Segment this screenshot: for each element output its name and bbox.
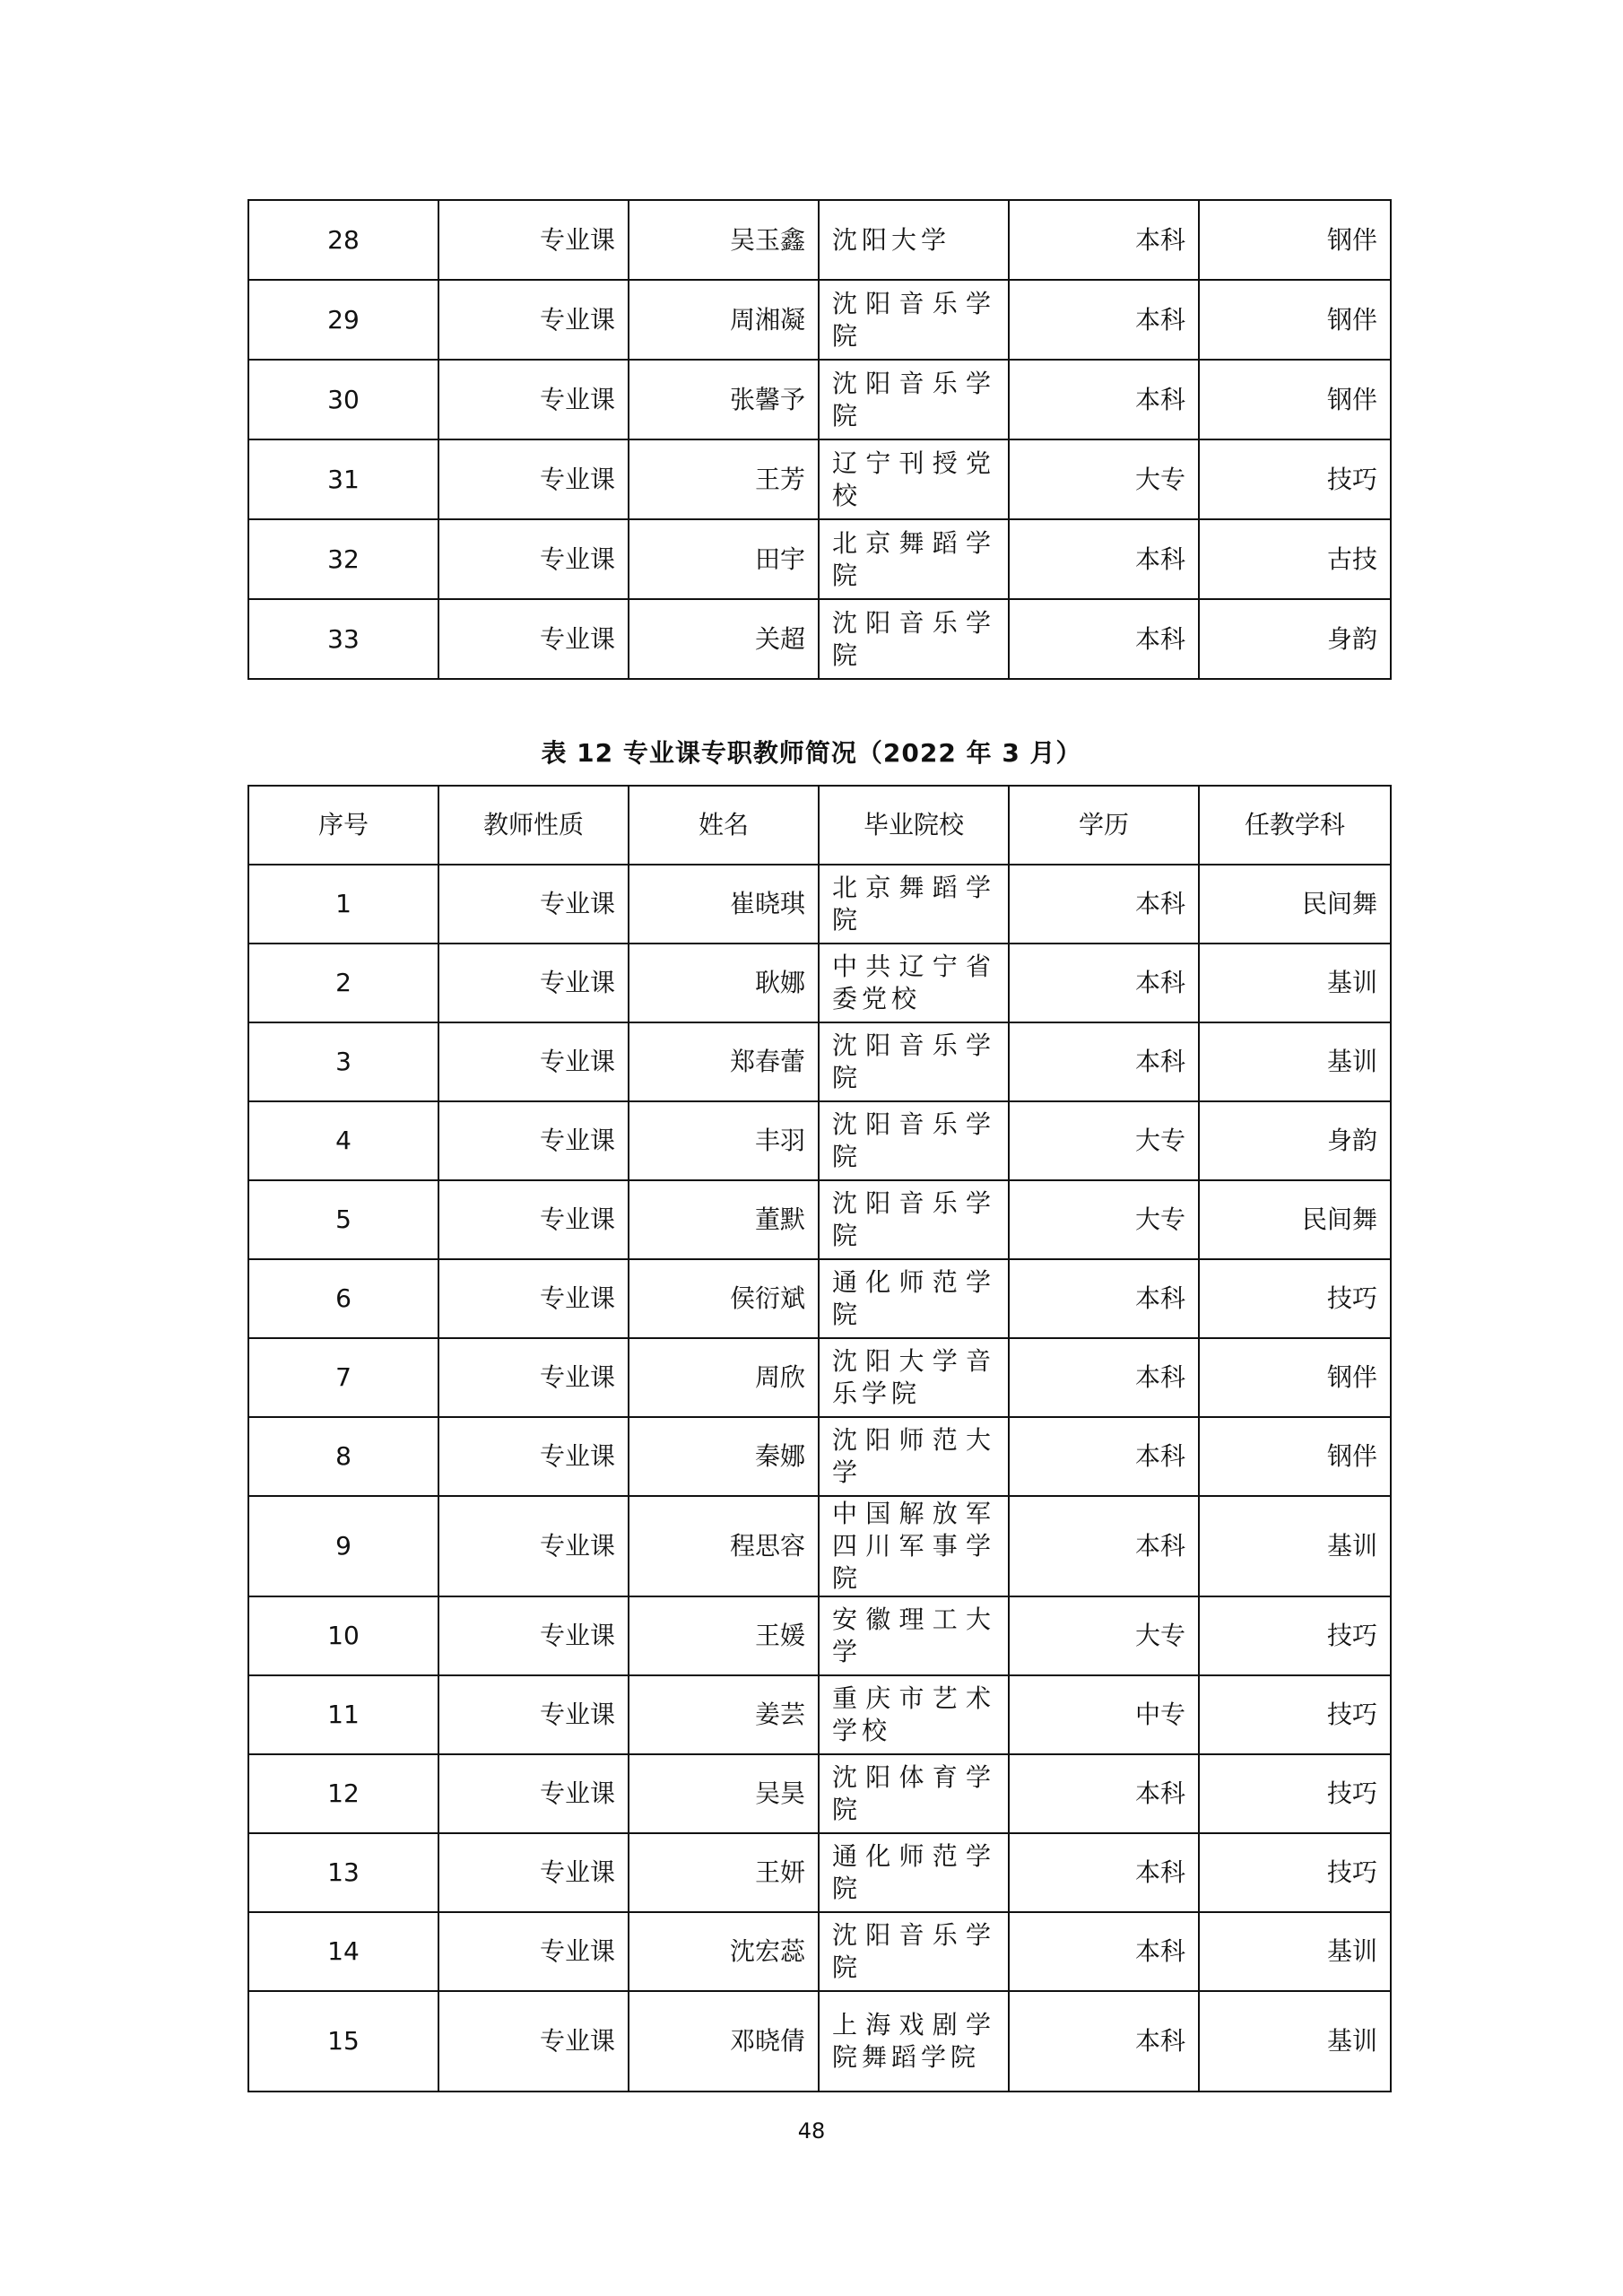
cell-seq: 7	[248, 1338, 438, 1417]
cell-type: 专业课	[438, 1833, 629, 1912]
cell-subject: 基训	[1199, 944, 1391, 1022]
cell-edu: 大专	[1009, 1596, 1199, 1675]
cell-subject: 钢伴	[1199, 200, 1391, 280]
specialist-teacher-table-body	[248, 865, 1391, 2092]
cell-name: 田宇	[629, 519, 819, 599]
table-row	[248, 1675, 1391, 1754]
table-row	[248, 280, 1391, 360]
cell-type: 专业课	[438, 1496, 629, 1596]
cell-type: 专业课	[438, 1596, 629, 1675]
cell-name: 丰羽	[629, 1101, 819, 1180]
cell-type: 专业课	[438, 1912, 629, 1991]
table-row	[248, 599, 1391, 679]
cell-type: 专业课	[438, 944, 629, 1022]
header-name: 姓名	[629, 786, 819, 865]
cell-subject: 钢伴	[1199, 280, 1391, 360]
cell-name: 侯衍斌	[629, 1259, 819, 1338]
specialist-teacher-table	[247, 785, 1392, 2092]
cell-seq: 8	[248, 1417, 438, 1496]
cell-edu: 本科	[1009, 1496, 1199, 1596]
cell-seq: 13	[248, 1833, 438, 1912]
header-type: 教师性质	[438, 786, 629, 865]
cell-school: 通化师范学院	[819, 1833, 1009, 1912]
cell-name: 周湘凝	[629, 280, 819, 360]
cell-school: 沈阳音乐学院	[819, 1101, 1009, 1180]
cell-school: 沈阳音乐学院	[819, 360, 1009, 439]
table-row	[248, 200, 1391, 280]
cell-type: 专业课	[438, 865, 629, 944]
cell-name: 秦娜	[629, 1417, 819, 1496]
cell-type: 专业课	[438, 1338, 629, 1417]
cell-name: 张馨予	[629, 360, 819, 439]
cell-type: 专业课	[438, 1991, 629, 2092]
cell-school: 中共辽宁省委党校	[819, 944, 1009, 1022]
cell-type: 专业课	[438, 1022, 629, 1101]
cell-school: 上海戏剧学院舞蹈学院	[819, 1991, 1009, 2092]
cell-seq: 1	[248, 865, 438, 944]
cell-seq: 10	[248, 1596, 438, 1675]
table-row	[248, 1259, 1391, 1338]
cell-school: 北京舞蹈学院	[819, 519, 1009, 599]
table-row	[248, 1338, 1391, 1417]
cell-seq: 4	[248, 1101, 438, 1180]
cell-edu: 大专	[1009, 1101, 1199, 1180]
cell-edu: 本科	[1009, 1991, 1199, 2092]
cell-seq: 12	[248, 1754, 438, 1833]
cell-edu: 本科	[1009, 519, 1199, 599]
table-header	[248, 786, 1391, 865]
continued-teacher-table	[247, 199, 1392, 680]
cell-name: 邓晓倩	[629, 1991, 819, 2092]
cell-school: 沈阳音乐学院	[819, 1180, 1009, 1259]
cell-subject: 技巧	[1199, 1675, 1391, 1754]
cell-subject: 钢伴	[1199, 1338, 1391, 1417]
cell-school: 沈阳音乐学院	[819, 1022, 1009, 1101]
cell-name: 程思容	[629, 1496, 819, 1596]
cell-seq: 30	[248, 360, 438, 439]
cell-subject: 基训	[1199, 1991, 1391, 2092]
cell-subject: 钢伴	[1199, 1417, 1391, 1496]
cell-subject: 民间舞	[1199, 865, 1391, 944]
table-row	[248, 360, 1391, 439]
cell-subject: 基训	[1199, 1496, 1391, 1596]
cell-school: 北京舞蹈学院	[819, 865, 1009, 944]
cell-school: 沈阳体育学院	[819, 1754, 1009, 1833]
cell-seq: 29	[248, 280, 438, 360]
table-row	[248, 1833, 1391, 1912]
cell-edu: 本科	[1009, 944, 1199, 1022]
cell-type: 专业课	[438, 1259, 629, 1338]
table-row	[248, 944, 1391, 1022]
cell-edu: 大专	[1009, 1180, 1199, 1259]
table-row	[248, 1754, 1391, 1833]
cell-subject: 身韵	[1199, 599, 1391, 679]
table-row	[248, 439, 1391, 519]
cell-type: 专业课	[438, 1675, 629, 1754]
table-row	[248, 1596, 1391, 1675]
cell-type: 专业课	[438, 280, 629, 360]
cell-subject: 钢伴	[1199, 360, 1391, 439]
table-row	[248, 1417, 1391, 1496]
cell-edu: 大专	[1009, 439, 1199, 519]
header-subject: 任教学科	[1199, 786, 1391, 865]
cell-name: 耿娜	[629, 944, 819, 1022]
cell-subject: 基训	[1199, 1912, 1391, 1991]
page-number: 48	[797, 2118, 826, 2144]
cell-edu: 本科	[1009, 360, 1199, 439]
cell-edu: 本科	[1009, 1259, 1199, 1338]
table-row	[248, 1991, 1391, 2092]
table-row	[248, 1496, 1391, 1596]
cell-seq: 14	[248, 1912, 438, 1991]
cell-edu: 本科	[1009, 599, 1199, 679]
cell-seq: 2	[248, 944, 438, 1022]
cell-type: 专业课	[438, 1417, 629, 1496]
cell-subject: 技巧	[1199, 1833, 1391, 1912]
cell-name: 姜芸	[629, 1675, 819, 1754]
header-seq: 序号	[248, 786, 438, 865]
continued-teacher-table-body	[248, 200, 1391, 679]
cell-edu: 本科	[1009, 865, 1199, 944]
cell-edu: 本科	[1009, 1912, 1199, 1991]
cell-name: 王芳	[629, 439, 819, 519]
table-row	[248, 1912, 1391, 1991]
cell-name: 崔晓琪	[629, 865, 819, 944]
cell-type: 专业课	[438, 360, 629, 439]
cell-seq: 32	[248, 519, 438, 599]
table-row	[248, 1180, 1391, 1259]
cell-type: 专业课	[438, 1180, 629, 1259]
cell-edu: 中专	[1009, 1675, 1199, 1754]
cell-seq: 6	[248, 1259, 438, 1338]
cell-edu: 本科	[1009, 200, 1199, 280]
table-row	[248, 1022, 1391, 1101]
table-row	[248, 519, 1391, 599]
cell-edu: 本科	[1009, 1754, 1199, 1833]
cell-seq: 15	[248, 1991, 438, 2092]
cell-edu: 本科	[1009, 280, 1199, 360]
cell-seq: 9	[248, 1496, 438, 1596]
cell-school: 沈阳音乐学院	[819, 599, 1009, 679]
header-edu: 学历	[1009, 786, 1199, 865]
header-row	[248, 786, 1391, 865]
cell-subject: 技巧	[1199, 1596, 1391, 1675]
cell-school: 沈阳音乐学院	[819, 1912, 1009, 1991]
header-school: 毕业院校	[819, 786, 1009, 865]
cell-school: 沈阳大学	[819, 200, 1009, 280]
cell-subject: 技巧	[1199, 439, 1391, 519]
cell-edu: 本科	[1009, 1022, 1199, 1101]
cell-name: 董默	[629, 1180, 819, 1259]
cell-seq: 11	[248, 1675, 438, 1754]
cell-school: 安徽理工大学	[819, 1596, 1009, 1675]
cell-subject: 古技	[1199, 519, 1391, 599]
cell-school: 沈阳音乐学院	[819, 280, 1009, 360]
cell-school: 沈阳大学音乐学院	[819, 1338, 1009, 1417]
cell-school: 中国解放军四川军事学院	[819, 1496, 1009, 1596]
cell-name: 王媛	[629, 1596, 819, 1675]
cell-edu: 本科	[1009, 1833, 1199, 1912]
table-row	[248, 865, 1391, 944]
cell-subject: 身韵	[1199, 1101, 1391, 1180]
cell-seq: 5	[248, 1180, 438, 1259]
cell-type: 专业课	[438, 200, 629, 280]
cell-seq: 28	[248, 200, 438, 280]
cell-edu: 本科	[1009, 1417, 1199, 1496]
cell-school: 辽宁刊授党校	[819, 439, 1009, 519]
cell-name: 周欣	[629, 1338, 819, 1417]
cell-name: 王妍	[629, 1833, 819, 1912]
cell-name: 吴昊	[629, 1754, 819, 1833]
cell-type: 专业课	[438, 439, 629, 519]
cell-subject: 技巧	[1199, 1754, 1391, 1833]
cell-seq: 33	[248, 599, 438, 679]
cell-seq: 3	[248, 1022, 438, 1101]
cell-edu: 本科	[1009, 1338, 1199, 1417]
table-caption: 表 12 专业课专职教师简况（2022 年 3 月）	[541, 738, 1082, 768]
cell-subject: 基训	[1199, 1022, 1391, 1101]
cell-seq: 31	[248, 439, 438, 519]
cell-name: 吴玉鑫	[629, 200, 819, 280]
cell-subject: 民间舞	[1199, 1180, 1391, 1259]
cell-school: 通化师范学院	[819, 1259, 1009, 1338]
cell-type: 专业课	[438, 519, 629, 599]
cell-type: 专业课	[438, 599, 629, 679]
cell-subject: 技巧	[1199, 1259, 1391, 1338]
cell-name: 沈宏蕊	[629, 1912, 819, 1991]
cell-school: 重庆市艺术学校	[819, 1675, 1009, 1754]
cell-name: 关超	[629, 599, 819, 679]
cell-type: 专业课	[438, 1101, 629, 1180]
table-row	[248, 1101, 1391, 1180]
cell-name: 郑春蕾	[629, 1022, 819, 1101]
cell-type: 专业课	[438, 1754, 629, 1833]
cell-school: 沈阳师范大学	[819, 1417, 1009, 1496]
